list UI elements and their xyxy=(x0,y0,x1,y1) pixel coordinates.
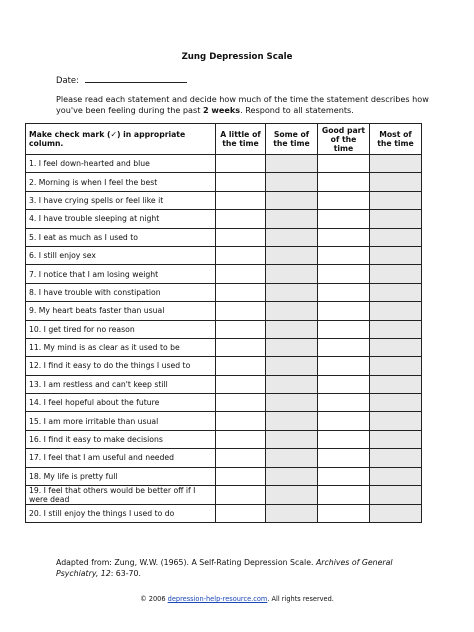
response-cell[interactable] xyxy=(318,505,370,523)
response-cell[interactable] xyxy=(318,467,370,485)
statement-cell: 9. My heart beats faster than usual xyxy=(26,302,216,320)
response-cell[interactable] xyxy=(370,191,422,209)
response-cell[interactable] xyxy=(370,320,422,338)
response-cell[interactable] xyxy=(370,283,422,301)
response-cell[interactable] xyxy=(318,320,370,338)
response-cell[interactable] xyxy=(370,246,422,264)
response-cell[interactable] xyxy=(216,265,266,283)
table-row xyxy=(26,265,422,283)
response-cell[interactable] xyxy=(318,191,370,209)
response-cell[interactable] xyxy=(370,228,422,246)
table-row xyxy=(26,155,422,173)
response-cell[interactable] xyxy=(370,265,422,283)
response-cell[interactable] xyxy=(318,302,370,320)
response-cell[interactable] xyxy=(318,375,370,393)
response-cell[interactable] xyxy=(266,302,318,320)
response-cell[interactable] xyxy=(216,210,266,228)
response-cell[interactable] xyxy=(266,467,318,485)
response-cell[interactable] xyxy=(318,283,370,301)
response-cell[interactable] xyxy=(318,412,370,430)
statement-cell: 12. I find it easy to do the things I used to xyxy=(26,357,216,375)
statement-cell: 3. I have crying spells or feel like it xyxy=(26,191,216,209)
response-cell[interactable] xyxy=(266,430,318,448)
response-cell[interactable] xyxy=(216,375,266,393)
response-cell[interactable] xyxy=(318,394,370,412)
statement-cell: 1. I feel down-hearted and blue xyxy=(26,155,216,173)
table-row xyxy=(26,505,422,523)
response-cell[interactable] xyxy=(266,228,318,246)
table-header-row xyxy=(26,124,422,155)
response-cell[interactable] xyxy=(266,265,318,283)
response-cell[interactable] xyxy=(318,338,370,356)
response-cell[interactable] xyxy=(370,486,422,505)
table-row xyxy=(26,467,422,485)
instructions xyxy=(56,94,444,116)
response-cell[interactable] xyxy=(370,155,422,173)
statement-cell: 17. I feel that I am useful and needed xyxy=(26,449,216,467)
header-option: Good part of the time xyxy=(318,124,370,155)
response-cell[interactable] xyxy=(318,155,370,173)
response-cell[interactable] xyxy=(216,173,266,191)
statement-cell: 13. I am restless and can't keep still xyxy=(26,375,216,393)
table-row xyxy=(26,486,422,505)
response-cell[interactable] xyxy=(266,191,318,209)
header-option: Most of the time xyxy=(370,124,422,155)
response-cell[interactable] xyxy=(216,467,266,485)
statement-cell: 19. I feel that others would be better off if I were dead xyxy=(26,486,216,505)
statement-cell: 4. I have trouble sleeping at night xyxy=(26,210,216,228)
response-cell[interactable] xyxy=(216,486,266,505)
table-row xyxy=(26,210,422,228)
instructions-text-start: Please read each statement and decide how much of the time the statement describes how you've been feeling during the past xyxy=(56,94,429,115)
response-cell[interactable] xyxy=(370,467,422,485)
response-cell[interactable] xyxy=(216,155,266,173)
response-cell[interactable] xyxy=(266,394,318,412)
statement-cell: 6. I still enjoy sex xyxy=(26,246,216,264)
table-row xyxy=(26,430,422,448)
response-cell[interactable] xyxy=(266,505,318,523)
response-cell[interactable] xyxy=(216,338,266,356)
response-cell[interactable] xyxy=(266,486,318,505)
response-cell[interactable] xyxy=(266,338,318,356)
page-title: Zung Depression Scale xyxy=(181,52,293,62)
table-row xyxy=(26,302,422,320)
response-cell[interactable] xyxy=(266,155,318,173)
instructions-text-end: . Respond to all statements. xyxy=(240,105,354,115)
response-cell[interactable] xyxy=(318,357,370,375)
citation xyxy=(56,558,436,579)
response-cell[interactable] xyxy=(216,357,266,375)
table-row xyxy=(26,191,422,209)
response-cell[interactable] xyxy=(216,302,266,320)
response-cell[interactable] xyxy=(318,210,370,228)
response-cell[interactable] xyxy=(318,486,370,505)
response-cell[interactable] xyxy=(216,320,266,338)
response-cell[interactable] xyxy=(266,449,318,467)
response-cell[interactable] xyxy=(216,246,266,264)
copyright-prefix: © 2006 xyxy=(140,595,168,603)
date-label: Date: xyxy=(56,75,79,85)
response-cell[interactable] xyxy=(370,430,422,448)
statement-cell: 2. Morning is when I feel the best xyxy=(26,173,216,191)
response-cell[interactable] xyxy=(216,412,266,430)
header-statement: Make check mark (✓) in appropriate column. xyxy=(26,124,216,155)
statement-cell: 8. I have trouble with constipation xyxy=(26,283,216,301)
statement-cell: 14. I feel hopeful about the future xyxy=(26,394,216,412)
date-blank-line[interactable] xyxy=(85,75,187,83)
response-cell[interactable] xyxy=(216,505,266,523)
response-cell[interactable] xyxy=(216,430,266,448)
statement-cell: 11. My mind is as clear as it used to be xyxy=(26,338,216,356)
table-row xyxy=(26,338,422,356)
response-cell[interactable] xyxy=(318,430,370,448)
response-cell[interactable] xyxy=(318,246,370,264)
response-cell[interactable] xyxy=(370,338,422,356)
response-cell[interactable] xyxy=(266,173,318,191)
response-cell[interactable] xyxy=(370,375,422,393)
statement-cell: 18. My life is pretty full xyxy=(26,467,216,485)
website-link[interactable]: depression-help-resource.com xyxy=(167,595,268,603)
response-cell[interactable] xyxy=(370,394,422,412)
statement-cell: 10. I get tired for no reason xyxy=(26,320,216,338)
response-cell[interactable] xyxy=(318,173,370,191)
copyright-notice xyxy=(0,595,474,603)
response-cell[interactable] xyxy=(216,228,266,246)
statement-cell: 16. I find it easy to make decisions xyxy=(26,430,216,448)
response-cell[interactable] xyxy=(266,357,318,375)
response-cell[interactable] xyxy=(318,449,370,467)
statement-cell: 7. I notice that I am losing weight xyxy=(26,265,216,283)
response-cell[interactable] xyxy=(370,173,422,191)
table-row xyxy=(26,375,422,393)
statement-cell: 20. I still enjoy the things I used to do xyxy=(26,505,216,523)
citation-text: Adapted from: Zung, W.W. (1965). A Self-Rating Depression Scale. xyxy=(56,558,316,567)
response-cell[interactable] xyxy=(266,375,318,393)
statement-cell: 15. I am more irritable than usual xyxy=(26,412,216,430)
statement-cell: 5. I eat as much as I used to xyxy=(26,228,216,246)
citation-pages: : 63-70. xyxy=(110,568,141,578)
copyright-suffix: . All rights reserved. xyxy=(267,595,334,603)
response-cell[interactable] xyxy=(370,210,422,228)
instructions-emphasis: 2 weeks xyxy=(202,105,241,115)
response-cell[interactable] xyxy=(216,449,266,467)
response-cell[interactable] xyxy=(318,228,370,246)
table-row xyxy=(26,449,422,467)
date-field xyxy=(56,75,187,85)
depression-scale-table xyxy=(25,123,422,523)
header-option: A little of the time xyxy=(216,124,266,155)
citation-journal: Archives of General Psychiatry, 12 xyxy=(56,558,393,578)
table-row xyxy=(26,394,422,412)
response-cell[interactable] xyxy=(370,505,422,523)
response-cell[interactable] xyxy=(318,265,370,283)
response-cell[interactable] xyxy=(266,412,318,430)
response-cell[interactable] xyxy=(370,357,422,375)
response-cell[interactable] xyxy=(370,412,422,430)
response-cell[interactable] xyxy=(216,283,266,301)
response-cell[interactable] xyxy=(266,246,318,264)
response-cell[interactable] xyxy=(266,320,318,338)
response-cell[interactable] xyxy=(370,449,422,467)
response-cell[interactable] xyxy=(266,210,318,228)
table-row xyxy=(26,228,422,246)
table-row xyxy=(26,320,422,338)
table-row xyxy=(26,246,422,264)
response-cell[interactable] xyxy=(266,283,318,301)
header-option: Some of the time xyxy=(266,124,318,155)
table-row xyxy=(26,283,422,301)
response-cell[interactable] xyxy=(370,302,422,320)
table-row xyxy=(26,412,422,430)
table-row xyxy=(26,357,422,375)
response-cell[interactable] xyxy=(216,191,266,209)
response-cell[interactable] xyxy=(216,394,266,412)
table-row xyxy=(26,173,422,191)
